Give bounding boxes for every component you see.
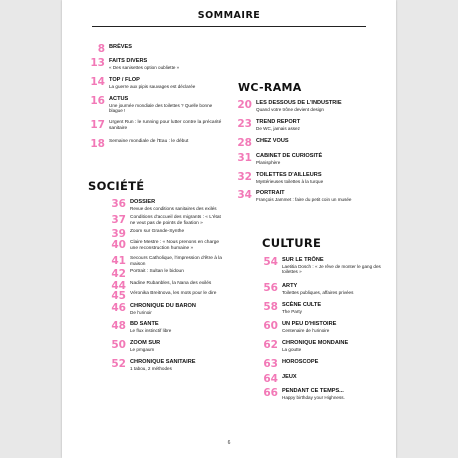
entry-portrait-sultan <box>106 269 226 280</box>
page-ref: 66 <box>263 387 278 399</box>
entry-text: Claire Mestre : « Nous prenons en charge une reconstruction humaine » <box>130 240 220 251</box>
entry-heading: CABINET DE CURIOSITÉ <box>256 153 323 159</box>
entry-text: Secours Catholique, l'impression d'être à la maison <box>130 256 222 267</box>
page-ref: 42 <box>111 268 126 280</box>
page-ref: 46 <box>111 302 126 314</box>
entry-subtitle: The Party <box>282 308 302 314</box>
entry-subtitle: Revue des conditions sanitaires des exilés <box>130 205 217 211</box>
entry-conditions-accueil <box>106 215 226 226</box>
entry-subtitle: Happy birthday your Highness. <box>282 394 345 400</box>
entry-pendant-ce-temps <box>258 388 390 400</box>
page-ref: 32 <box>237 171 252 183</box>
entry-portrait-jammet <box>232 190 382 202</box>
entry-text: Conditions d'accueil des migrants : « L'état ne veut pas de points de fixation » <box>130 215 221 226</box>
entry-heading: CHRONIQUE SANITAIRE <box>130 359 196 365</box>
entry-heading: JEUX <box>282 374 297 380</box>
page-ref: 45 <box>111 290 126 302</box>
entry-heading: DOSSIER <box>130 199 156 205</box>
section-title-culture: CULTURE <box>262 236 322 250</box>
entry-heading: CHRONIQUE MONDAINE <box>282 340 349 346</box>
section-title-wcrama: WC-RAMA <box>238 81 302 94</box>
page-ref: 8 <box>97 43 105 55</box>
entry-sur-le-trone <box>258 257 390 275</box>
entry-urgent-run <box>85 120 225 131</box>
entry-semaine-eau <box>85 139 225 150</box>
entry-subtitle: Une journée mondiale des toilettes ? Quelle bonne blague ! <box>109 102 213 114</box>
entry-jeux <box>258 374 390 385</box>
page-number: 6 <box>227 440 231 446</box>
entry-chronique-baron <box>106 303 226 315</box>
entry-subtitle: Centenaire de l'urinoire <box>282 327 330 333</box>
entry-heading: ZOOM SUR <box>130 340 161 346</box>
entry-top-flop <box>85 77 225 89</box>
page-ref: 54 <box>263 256 278 268</box>
entry-subtitle: De l'urinoir <box>130 309 152 315</box>
entry-heading: BD SANTE <box>130 321 159 327</box>
entry-horoscope <box>258 359 390 370</box>
page-ref: 17 <box>90 119 105 131</box>
entry-chez-vous <box>232 138 382 149</box>
entry-heading: TOP / FLOP <box>109 77 140 83</box>
page-ref: 40 <box>111 239 126 251</box>
entry-text: Urgent Run : le running pour lutter contre la précarité sanitaire <box>109 120 222 131</box>
entry-subtitle: François Jammet : faire du petit coin un musée <box>256 196 352 202</box>
entry-subtitle: La guerre aux pipis sauvages est déclarée <box>109 83 196 89</box>
page-ref: 16 <box>90 95 105 107</box>
entry-text: Portrait : Sultan le bidoun <box>130 269 184 274</box>
entry-secours-catholique <box>106 256 226 267</box>
entry-text: Zoom sur Grande-Synthe <box>130 229 185 234</box>
entry-subtitle: De WC, jamais assez <box>256 125 300 131</box>
page-ref: 48 <box>111 320 126 332</box>
entry-arty <box>258 283 390 295</box>
page-ref: 28 <box>237 137 252 149</box>
page-ref: 31 <box>237 152 252 164</box>
entry-subtitle: Planisphère <box>256 159 281 165</box>
entry-subtitle: 1 tabou, 2 méthodes <box>130 365 172 371</box>
page-ref: 20 <box>237 99 252 111</box>
entry-text: Véronika Breitnova, les mots pour le dire <box>130 291 217 296</box>
page-ref: 14 <box>90 76 105 88</box>
section-title-societe: SOCIÉTÉ <box>88 179 145 193</box>
entry-heading: TOILETTES D'AILLEURS <box>256 172 322 178</box>
entry-dossier <box>106 199 226 211</box>
entry-heading: FAITS DIVERS <box>109 58 148 64</box>
entry-heading: LES DESSOUS DE L'INDUSTRIE <box>256 100 342 106</box>
entry-histoire <box>258 321 390 333</box>
entry-subtitle: La goutte <box>282 346 302 352</box>
page-ref: 64 <box>263 373 278 385</box>
entry-heading: UN PEU D'HISTOIRE <box>282 321 337 327</box>
entry-heading: ARTY <box>282 283 298 289</box>
entry-chronique-sanitaire <box>106 359 226 371</box>
entry-heading: HOROSCOPE <box>282 359 319 365</box>
entry-text: Semaine mondiale de l'Eau : le début <box>109 139 189 144</box>
magazine-page <box>62 0 396 458</box>
page-ref: 58 <box>263 301 278 313</box>
page-ref: 63 <box>263 358 278 370</box>
page-ref: 50 <box>111 339 126 351</box>
entry-text: Nadine Rubanbles, la Nana des exilés <box>130 281 212 286</box>
entry-heading: SUR LE TRÔNE <box>282 257 324 263</box>
entry-subtitle: Quand votre trône devient design <box>256 106 324 112</box>
entry-heading: ACTUS <box>109 96 129 102</box>
page-title: SOMMAIRE <box>197 10 261 21</box>
entry-heading: CHEZ VOUS <box>256 138 289 144</box>
entry-breves <box>85 44 225 55</box>
entry-heading: SCÈNE CULTE <box>282 302 322 308</box>
entry-chronique-mondaine <box>258 340 390 352</box>
entry-subtitle: Le pmgaum <box>130 346 155 352</box>
entry-heading: BRÈVES <box>109 44 133 50</box>
entry-heading: PENDANT CE TEMPS... <box>282 388 344 394</box>
entry-toilettes-ailleurs <box>232 172 382 184</box>
entry-faits-divers <box>85 58 225 70</box>
page-ref: 39 <box>111 228 126 240</box>
entry-trend-report <box>232 119 382 131</box>
entry-subtitle: Le flux instinctif libre <box>130 327 172 333</box>
entry-subtitle: Mystérieuses toilettes à la turque <box>256 178 324 184</box>
entry-dessous-industrie <box>232 100 382 112</box>
entry-scene-culte <box>258 302 390 314</box>
page-ref: 60 <box>263 320 278 332</box>
page-ref: 18 <box>90 138 105 150</box>
entry-bd-sante <box>106 321 226 333</box>
page-ref: 23 <box>237 118 252 130</box>
entry-subtitle: Laetitia Dosch : « Je rêve de monter le gang des toilettes » <box>282 263 381 275</box>
entry-subtitle: « Des sanisettes option oubliette » <box>109 64 180 70</box>
entry-heading: CHRONIQUE DU BARON <box>130 303 196 309</box>
entry-cabinet-curiosite <box>232 153 382 165</box>
entry-zoom-sur <box>106 340 226 352</box>
entry-heading: PORTRAIT <box>256 190 285 196</box>
entry-veronika <box>106 291 226 302</box>
page-ref: 62 <box>263 339 278 351</box>
title-divider <box>92 26 366 27</box>
page-ref: 41 <box>111 255 126 267</box>
page-ref: 34 <box>237 189 252 201</box>
page-ref: 13 <box>90 57 105 69</box>
page-ref: 52 <box>111 358 126 370</box>
page-ref: 44 <box>111 280 126 292</box>
page-ref: 36 <box>111 198 126 210</box>
page-ref: 37 <box>111 214 126 226</box>
page-ref: 56 <box>263 282 278 294</box>
entry-actus <box>85 96 225 114</box>
entry-claire-mestre <box>106 240 226 251</box>
entry-subtitle: Toilettes publiques, affaires privées <box>282 289 354 295</box>
entry-heading: TREND REPORT <box>256 119 301 125</box>
